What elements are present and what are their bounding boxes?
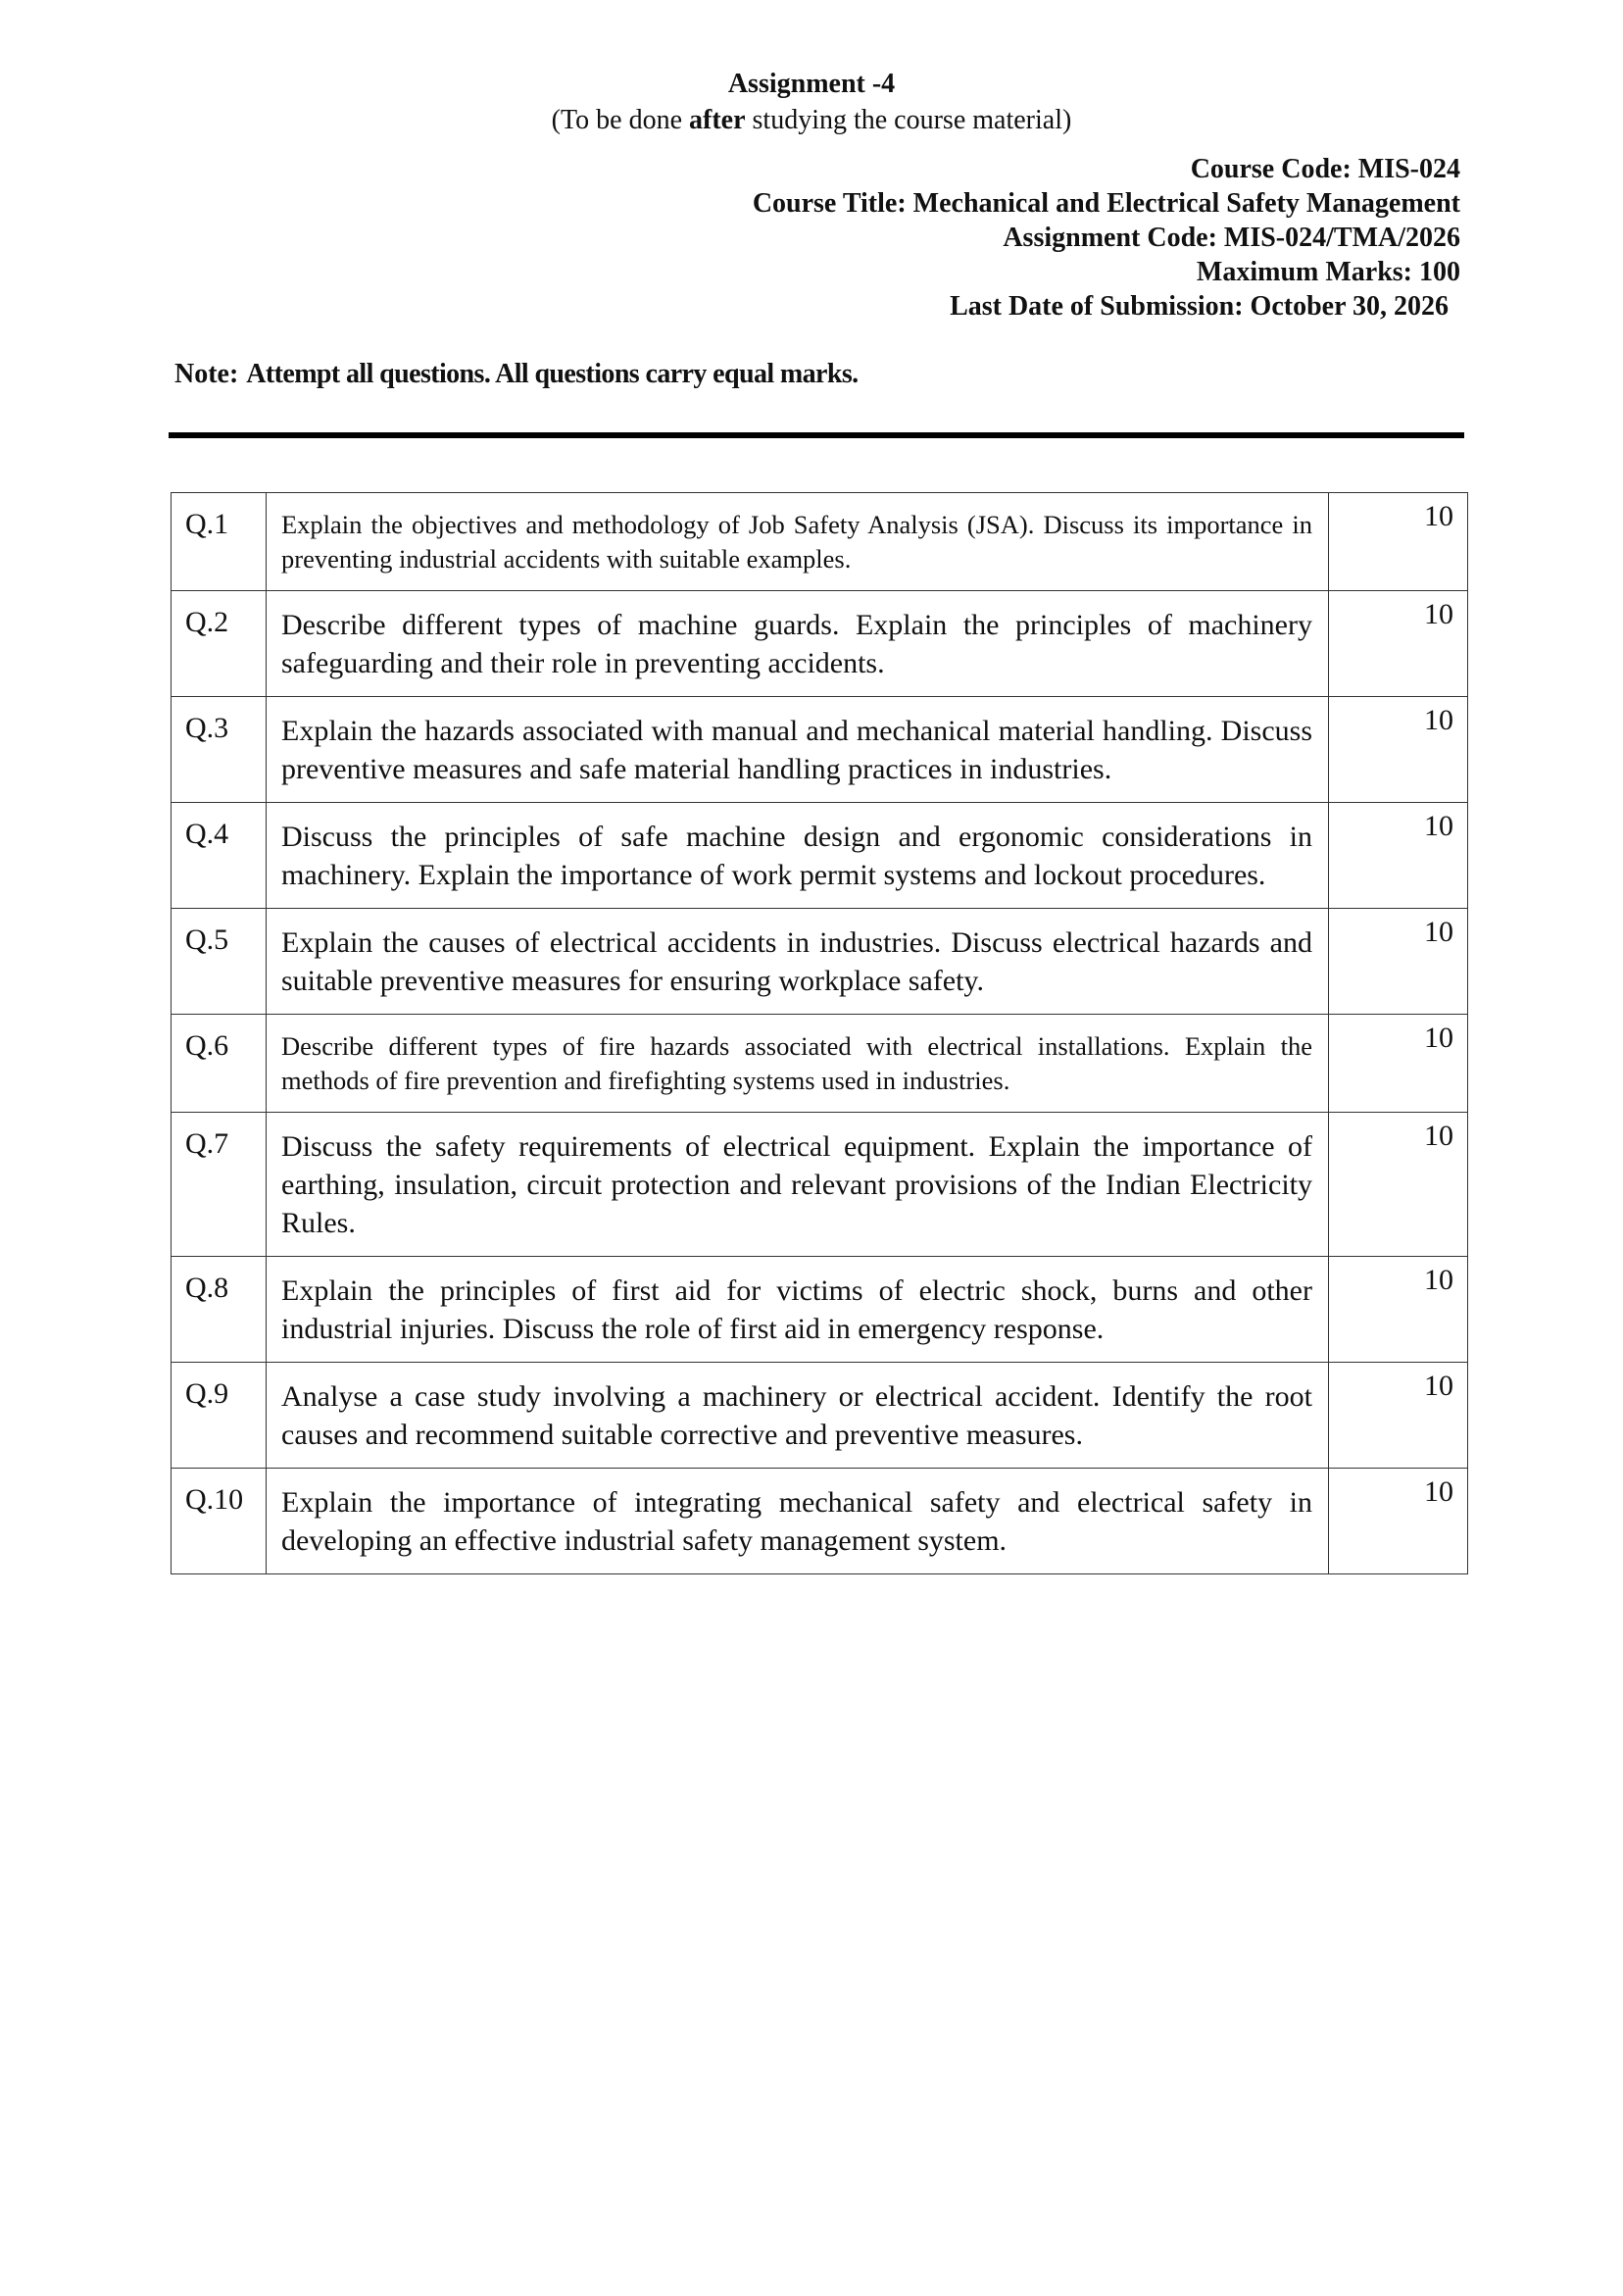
assignment-heading [0, 65, 1623, 137]
note-label: Note: [174, 359, 239, 389]
question-row [172, 1015, 1468, 1113]
question-marks: 10 [1329, 493, 1468, 591]
question-number: Q.6 [172, 1015, 267, 1113]
question-text: Discuss the principles of safe machine design and ergonomic considerations in machinery. Explain the importance of work permit systems and lockout procedures. [267, 803, 1329, 909]
course-code: Course Code: MIS-024 [1190, 154, 1460, 184]
assignment-title: Assignment -4 [727, 69, 896, 99]
question-text: Explain the objectives and methodology of Job Safety Analysis (JSA). Discuss its importance in preventing industrial accidents with suitable examples. [267, 493, 1329, 591]
question-marks: 10 [1329, 1015, 1468, 1113]
instructions-note [174, 357, 859, 392]
question-marks: 10 [1329, 803, 1468, 909]
question-number: Q.5 [172, 909, 267, 1015]
maximum-marks: Maximum Marks: 100 [1196, 257, 1460, 287]
question-row [172, 1113, 1468, 1257]
question-marks: 10 [1329, 909, 1468, 1015]
question-row [172, 493, 1468, 591]
question-marks: 10 [1329, 1469, 1468, 1574]
question-marks: 10 [1329, 697, 1468, 803]
question-number: Q.9 [172, 1363, 267, 1469]
question-text: Explain the hazards associated with manual and mechanical material handling. Discuss preventive measures and safe material handling practices in industries. [267, 697, 1329, 803]
course-title: Course Title: Mechanical and Electrical Safety Management [752, 188, 1460, 219]
question-text: Explain the principles of first aid for victims of electric shock, burns and other industrial injuries. Discuss the role of first aid in emergency response. [267, 1257, 1329, 1363]
question-row [172, 909, 1468, 1015]
question-row [172, 803, 1468, 909]
question-marks: 10 [1329, 1257, 1468, 1363]
subtitle-post: studying the course material) [745, 105, 1072, 135]
question-number: Q.7 [172, 1113, 267, 1257]
question-text: Discuss the safety requirements of electrical equipment. Explain the importance of earthing, insulation, circuit protection and relevant provisions of the Indian Electricity Rules. [267, 1113, 1329, 1257]
question-text: Explain the causes of electrical accidents in industries. Discuss electrical hazards and suitable preventive measures for ensuring workplace safety. [267, 909, 1329, 1015]
subtitle-emphasis: after [689, 105, 746, 135]
question-number: Q.4 [172, 803, 267, 909]
assignment-code: Assignment Code: MIS-024/TMA/2026 [1003, 223, 1460, 253]
question-number: Q.8 [172, 1257, 267, 1363]
assignment-subtitle [0, 104, 1623, 137]
question-marks: 10 [1329, 1113, 1468, 1257]
subtitle-pre: (To be done [551, 105, 689, 135]
course-meta [753, 152, 1460, 324]
question-marks: 10 [1329, 1363, 1468, 1469]
horizontal-rule [169, 432, 1464, 438]
question-marks: 10 [1329, 591, 1468, 697]
question-text: Describe different types of fire hazards associated with electrical installations. Explain the methods of fire prevention and firefighting systems used in industries. [267, 1015, 1329, 1113]
note-text: Attempt all questions. All questions carry equal marks. [246, 359, 859, 389]
question-number: Q.10 [172, 1469, 267, 1574]
question-text: Describe different types of machine guards. Explain the principles of machinery safeguarding and their role in preventing accidents. [267, 591, 1329, 697]
question-number: Q.2 [172, 591, 267, 697]
question-row [172, 697, 1468, 803]
question-text: Analyse a case study involving a machinery or electrical accident. Identify the root causes and recommend suitable corrective and preventive measures. [267, 1363, 1329, 1469]
questions-table [171, 492, 1468, 1574]
question-row [172, 1257, 1468, 1363]
last-date-of-submission: Last Date of Submission: October 30, 2026 [950, 291, 1449, 322]
question-row [172, 1469, 1468, 1574]
question-row [172, 591, 1468, 697]
question-text: Explain the importance of integrating mechanical safety and electrical safety in developing an effective industrial safety management system. [267, 1469, 1329, 1574]
question-row [172, 1363, 1468, 1469]
question-number: Q.1 [172, 493, 267, 591]
question-number: Q.3 [172, 697, 267, 803]
